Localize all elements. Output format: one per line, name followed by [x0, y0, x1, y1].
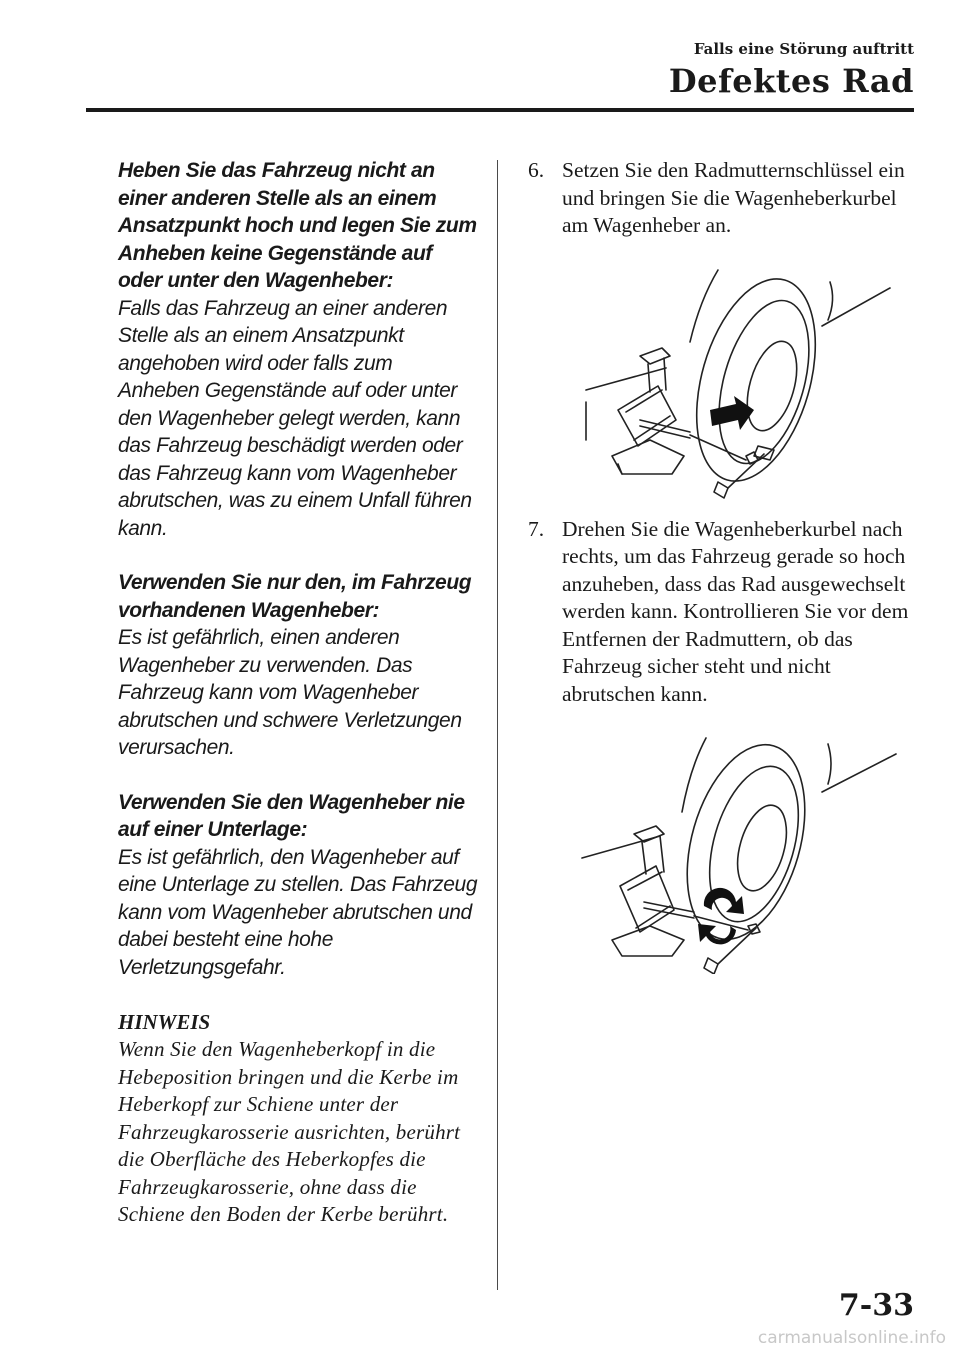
right-column — [528, 157, 928, 974]
warning-block — [118, 157, 478, 542]
jack-crank-illustration — [578, 260, 898, 500]
watermark: carmanualsonline.info — [757, 1328, 946, 1348]
chapter-title: Defektes Rad — [668, 62, 914, 100]
section-title: Falls eine Störung auftritt — [693, 40, 914, 58]
step-item — [528, 157, 928, 240]
warning-body: Es ist gefährlich, den Wagenheber auf eine Unterlage zu stellen. Das Fahrzeug kann vom Wagenheber abrutschen und dabei besteht eine hohe Verletzungsgefahr. — [118, 845, 478, 979]
left-column — [118, 157, 478, 1229]
warning-block — [118, 569, 478, 762]
step-item — [528, 516, 928, 709]
warning-heading: Verwenden Sie den Wagenheber nie auf einer Unterlage: — [118, 790, 465, 841]
jack-raise-illustration — [578, 734, 898, 974]
note-title: HINWEIS — [118, 1010, 211, 1034]
column-divider — [497, 160, 498, 1290]
step-number: 6. — [528, 158, 545, 182]
warning-body: Falls das Fahrzeug an einer anderen Stelle als an einem Ansatzpunkt angehoben wird oder falls zum Anheben Gegenstände auf oder unter den Wagenheber gelegt werden, kann das Fahrzeug beschädigt werden oder das Fahrzeug kann vom Wagenheber abrutschen, was zu einem Unfall führen kann. — [118, 296, 472, 540]
warning-heading: Heben Sie das Fahrzeug nicht an einer anderen Stelle als an einem Ansatzpunkt hoch und legen Sie zum Anheben keine Gegenstände auf oder unter den Wagenheber: — [118, 159, 477, 292]
page-number: 7-33 — [838, 1288, 914, 1323]
note-body: Wenn Sie den Wagenheberkopf in die Hebeposition bringen und die Kerbe im Heberkopf zur Schiene unter der Fahrzeugkarosserie ausrichten, berührt die Oberfläche des Heberkopfes die Fahrzeugkarosserie, ohne dass die Schiene den Boden der Kerbe berührt. — [118, 1037, 461, 1226]
warning-heading: Verwenden Sie nur den, im Fahrzeug vorhandenen Wagenheber: — [118, 571, 472, 622]
note-block — [118, 1008, 478, 1229]
header-rule — [86, 108, 914, 112]
running-header — [669, 40, 914, 100]
warning-body: Es ist gefährlich, einen anderen Wagenheber zu verwenden. Das Fahrzeug kann vom Wagenheber abrutschen und schwere Verletzungen verursachen. — [118, 626, 462, 759]
step-text: Drehen Sie die Wagenheberkurbel nach rechts, um das Fahrzeug gerade so hoch anzuheben, dass das Rad ausgewechselt werden kann. Kontrollieren Sie vor dem Entfernen der Radmuttern, ob das Fahrzeug sicher steht und nicht abrutschen kann. — [562, 516, 909, 706]
warning-block — [118, 789, 478, 982]
step-number: 7. — [528, 516, 545, 541]
step-text: Setzen Sie den Radmutternschlüssel ein und bringen Sie die Wagenheberkurbel am Wagenheber an. — [562, 158, 905, 237]
